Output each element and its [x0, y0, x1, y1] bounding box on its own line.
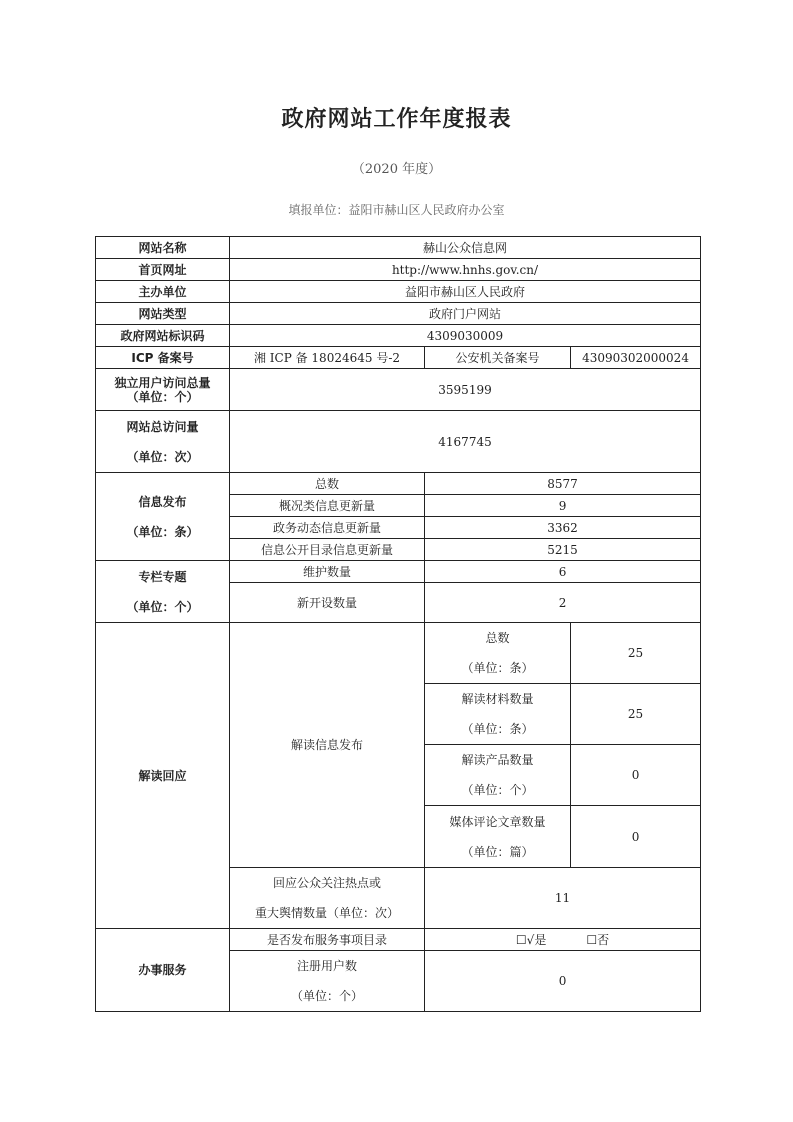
police-record-value: 43090302000024 — [571, 347, 701, 369]
interpret-release-label: 解读信息发布 — [230, 623, 425, 868]
interpret-media-label-unit: （单位：篇） — [461, 844, 534, 859]
column-label-main: 专栏专题 — [138, 569, 187, 584]
report-year: （2020 年度） — [351, 162, 442, 177]
icp-value: 湘 ICP 备 18024645 号-2 — [230, 347, 425, 369]
service-users-value: 0 — [425, 951, 701, 1012]
interpret-material-label-main: 解读材料数量 — [461, 692, 534, 706]
uv-label — [96, 369, 230, 411]
sponsor-label: 主办单位 — [96, 281, 230, 303]
homepage-value: http://www.hnhs.gov.cn/ — [230, 259, 701, 281]
site-type-label: 网站类型 — [96, 303, 230, 325]
interpret-total-label-main: 总数 — [485, 631, 510, 645]
site-type-value: 政府门户网站 — [230, 303, 701, 325]
reporting-unit: 填报单位：益阳市赫山区人民政府办公室 — [288, 203, 505, 217]
table-row — [96, 929, 701, 951]
uv-label-unit: （单位：个） — [126, 389, 199, 404]
interpret-total-label — [425, 623, 571, 684]
table-row — [96, 237, 701, 259]
site-code-label: 政府网站标识码 — [96, 325, 230, 347]
response-label-main: 回应公众关注热点或 — [272, 876, 381, 890]
response-label — [230, 868, 425, 929]
column-label-unit: （单位：个） — [126, 599, 199, 614]
pv-value: 4167745 — [230, 411, 701, 473]
response-value: 11 — [425, 868, 701, 929]
column-label — [96, 561, 230, 623]
info-disclosure-value: 5215 — [425, 539, 701, 561]
table-row — [96, 281, 701, 303]
service-users-label-main: 注册用户数 — [296, 959, 357, 973]
catalog-no-checkbox: ☐否 — [586, 932, 610, 947]
info-total-label: 总数 — [230, 473, 425, 495]
uv-label-main: 独立用户访问总量 — [114, 375, 211, 390]
site-code-value: 4309030009 — [230, 325, 701, 347]
table-row — [96, 561, 701, 583]
service-users-label — [230, 951, 425, 1012]
interpret-product-value: 0 — [571, 745, 701, 806]
sponsor-value: 益阳市赫山区人民政府 — [230, 281, 701, 303]
interpret-media-label — [425, 806, 571, 868]
interpret-material-label — [425, 684, 571, 745]
report-title: 政府网站工作年度报表 — [281, 106, 512, 132]
service-users-label-unit: （单位：个） — [290, 989, 363, 1003]
site-name-value: 赫山公众信息网 — [230, 237, 701, 259]
info-release-label-main: 信息发布 — [138, 494, 187, 509]
table-row — [96, 347, 701, 369]
column-new-label: 新开设数量 — [230, 583, 425, 623]
table-row — [96, 325, 701, 347]
info-total-value: 8577 — [425, 473, 701, 495]
report-table — [95, 236, 701, 1012]
interpret-material-label-unit: （单位：条） — [461, 722, 534, 736]
table-row — [96, 369, 701, 411]
interpret-total-label-unit: （单位：条） — [461, 661, 534, 675]
interpret-product-label-unit: （单位：个） — [461, 783, 534, 797]
info-news-label: 政务动态信息更新量 — [230, 517, 425, 539]
service-catalog-label: 是否发布服务事项目录 — [230, 929, 425, 951]
table-row — [96, 623, 701, 684]
response-label-unit: 重大舆情数量（单位：次） — [254, 906, 399, 920]
police-record-label: 公安机关备案号 — [425, 347, 571, 369]
column-maintained-value: 6 — [425, 561, 701, 583]
interpret-product-label-main: 解读产品数量 — [461, 753, 534, 767]
interpret-product-label — [425, 745, 571, 806]
table-row — [96, 411, 701, 473]
interpret-media-value: 0 — [571, 806, 701, 868]
catalog-yes-checkbox: ☐√是 — [515, 932, 547, 947]
service-label: 办事服务 — [96, 929, 230, 1012]
uv-value: 3595199 — [230, 369, 701, 411]
column-maintained-label: 维护数量 — [230, 561, 425, 583]
interpret-label: 解读回应 — [96, 623, 230, 929]
info-overview-label: 概况类信息更新量 — [230, 495, 425, 517]
table-row — [96, 473, 701, 495]
service-catalog-choice — [425, 929, 701, 951]
column-new-value: 2 — [425, 583, 701, 623]
interpret-total-value: 25 — [571, 623, 701, 684]
info-release-label — [96, 473, 230, 561]
icp-label: ICP 备案号 — [96, 347, 230, 369]
interpret-material-value: 25 — [571, 684, 701, 745]
info-overview-value: 9 — [425, 495, 701, 517]
pv-label-unit: （单位：次） — [126, 449, 199, 464]
info-release-label-unit: （单位：条） — [126, 524, 199, 539]
table-row — [96, 259, 701, 281]
pv-label — [96, 411, 230, 473]
pv-label-main: 网站总访问量 — [126, 419, 199, 434]
info-news-value: 3362 — [425, 517, 701, 539]
homepage-label: 首页网址 — [96, 259, 230, 281]
info-disclosure-label: 信息公开目录信息更新量 — [230, 539, 425, 561]
site-name-label: 网站名称 — [96, 237, 230, 259]
interpret-media-label-main: 媒体评论文章数量 — [449, 814, 546, 829]
table-row — [96, 303, 701, 325]
